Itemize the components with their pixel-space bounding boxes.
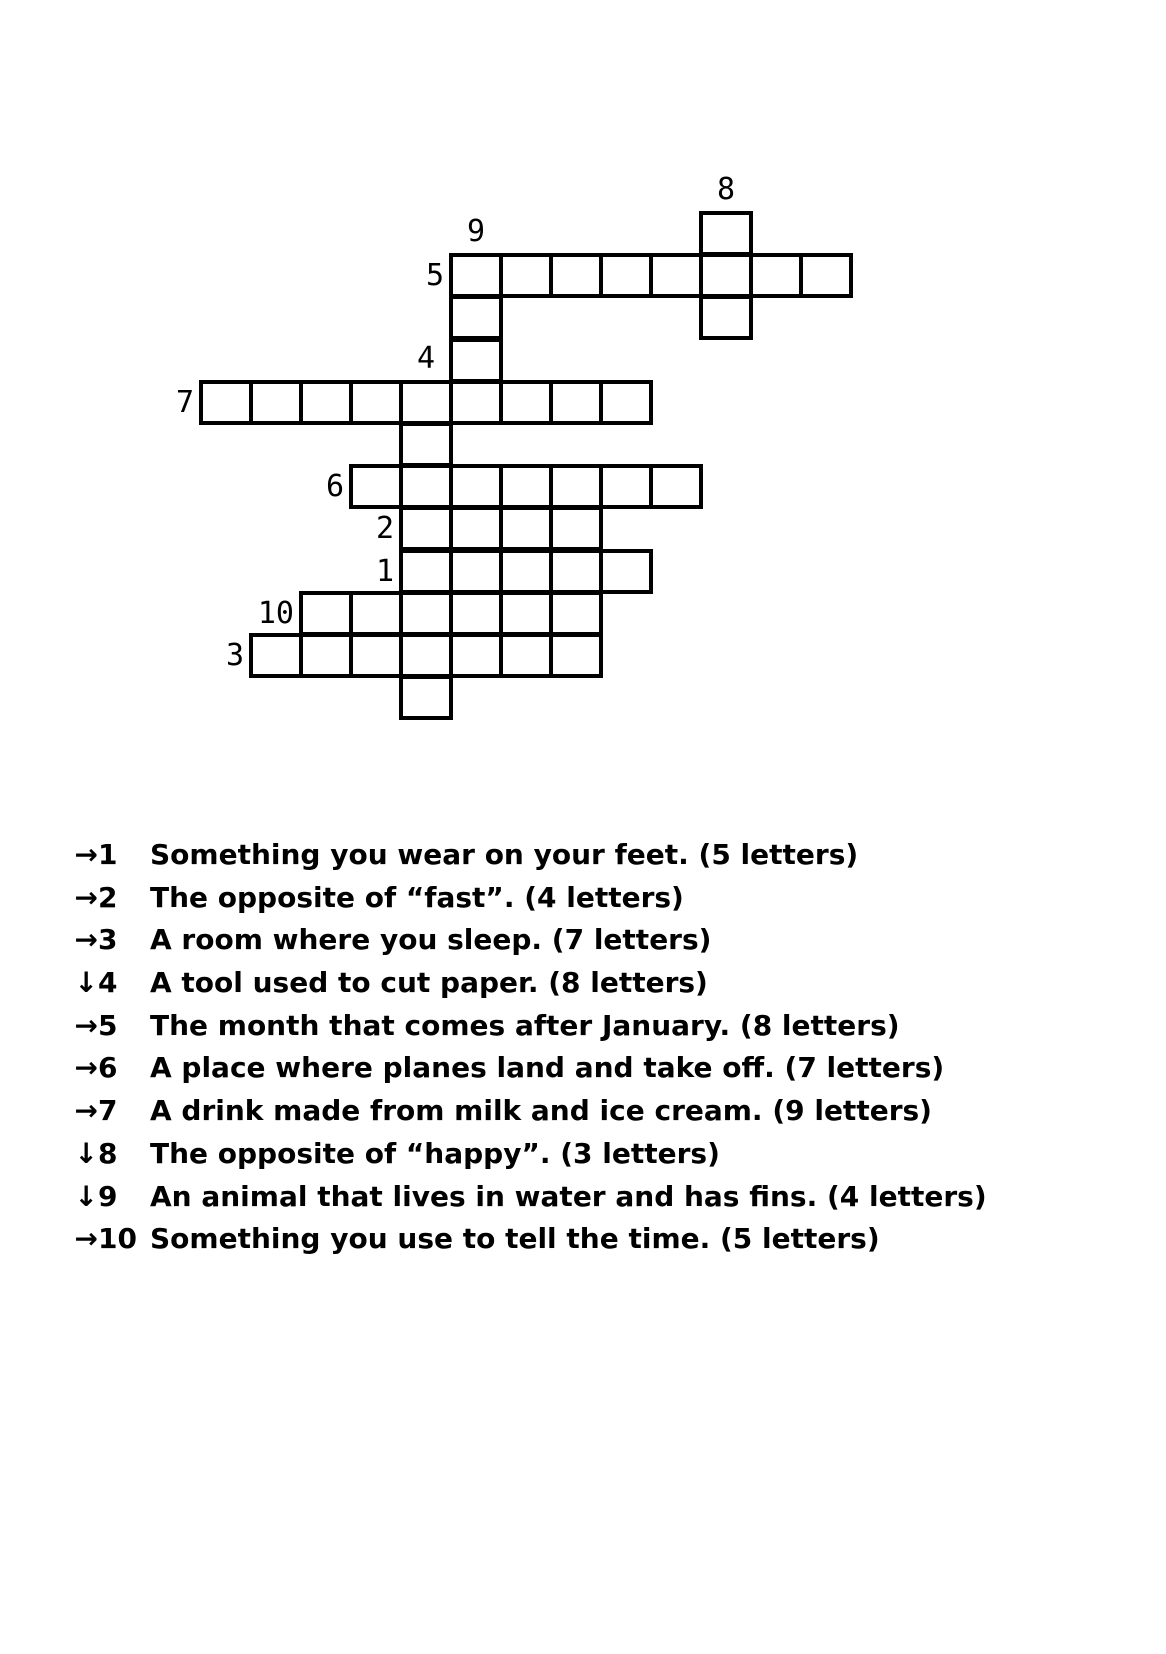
grid-cell[interactable]: [449, 380, 503, 425]
right-arrow-icon: →: [74, 1051, 98, 1085]
down-arrow-icon: ↓: [74, 1179, 98, 1213]
clue-number: 4: [98, 966, 118, 1000]
grid-cell[interactable]: [449, 464, 503, 509]
grid-number: 7: [175, 384, 194, 420]
grid-cell[interactable]: [349, 464, 403, 509]
grid-number: 2: [375, 511, 394, 547]
clue-item: [70, 838, 1070, 881]
grid-cell[interactable]: [299, 591, 353, 636]
grid-cell[interactable]: [449, 506, 503, 551]
right-arrow-icon: →: [74, 838, 98, 871]
down-arrow-icon: ↓: [74, 966, 98, 1000]
clue-number: 5: [98, 1008, 118, 1042]
grid-cell[interactable]: [449, 549, 503, 594]
grid-cell[interactable]: [799, 253, 853, 298]
clue-item: [70, 1009, 1070, 1052]
clue-number: 10: [98, 1222, 137, 1256]
right-arrow-icon: →: [74, 923, 98, 957]
grid-cell[interactable]: [599, 380, 653, 425]
grid-cell[interactable]: [649, 253, 703, 298]
grid-number: 4: [416, 340, 436, 376]
grid-cell[interactable]: [299, 380, 353, 425]
grid-cell[interactable]: [499, 253, 553, 298]
grid-cell[interactable]: [349, 380, 403, 425]
grid-cell[interactable]: [449, 338, 503, 383]
clue-item: [70, 1094, 1070, 1137]
grid-cell[interactable]: [399, 506, 453, 551]
clue-text: The month that comes after January. (8 letters): [150, 1008, 900, 1042]
grid-cell[interactable]: [499, 506, 553, 551]
grid-cell[interactable]: [349, 591, 403, 636]
clue-text: A drink made from milk and ice cream. (9 letters): [150, 1094, 932, 1128]
grid-number: 5: [425, 258, 444, 294]
grid-cell[interactable]: [549, 591, 603, 636]
clue-number: 1: [98, 838, 118, 871]
clue-item: [70, 966, 1070, 1009]
clue-item: [70, 881, 1070, 924]
grid-number: 10: [257, 595, 294, 631]
grid-cell[interactable]: [349, 633, 403, 678]
clue-number: 9: [98, 1179, 118, 1213]
grid-cell[interactable]: [449, 633, 503, 678]
grid-number: 6: [325, 469, 344, 505]
grid-cell[interactable]: [499, 380, 553, 425]
clue-number: 3: [98, 923, 118, 957]
grid-cell[interactable]: [399, 380, 453, 425]
grid-number: 8: [716, 172, 736, 207]
right-arrow-icon: →: [74, 1094, 98, 1128]
grid-cell[interactable]: [699, 211, 753, 256]
clue-number: 2: [98, 880, 118, 914]
clue-text: The opposite of “happy”. (3 letters): [150, 1136, 720, 1170]
clue-item: [70, 1137, 1070, 1180]
clue-item: [70, 1222, 1070, 1265]
grid-cell[interactable]: [449, 591, 503, 636]
grid-cell[interactable]: [549, 549, 603, 594]
grid-cell[interactable]: [449, 295, 503, 340]
clue-item: [70, 1051, 1070, 1094]
clue-text: An animal that lives in water and has fins. (4 letters): [150, 1179, 987, 1213]
grid-cell[interactable]: [549, 253, 603, 298]
crossword-grid: [0, 0, 1166, 800]
grid-number: 1: [375, 553, 394, 589]
grid-cell[interactable]: [649, 464, 703, 509]
grid-cell[interactable]: [699, 253, 753, 298]
clue-text: A room where you sleep. (7 letters): [150, 923, 712, 957]
grid-cell[interactable]: [199, 380, 253, 425]
clue-item: [70, 923, 1070, 966]
clue-item: [70, 1180, 1070, 1223]
right-arrow-icon: →: [74, 1222, 98, 1256]
grid-cell[interactable]: [399, 633, 453, 678]
grid-cell[interactable]: [749, 253, 803, 298]
grid-cell[interactable]: [499, 464, 553, 509]
right-arrow-icon: →: [74, 1008, 98, 1042]
grid-cell[interactable]: [449, 253, 503, 298]
grid-cell[interactable]: [399, 422, 453, 467]
grid-number: 3: [225, 638, 244, 673]
grid-cell[interactable]: [249, 633, 303, 678]
grid-number: 9: [466, 214, 486, 250]
clue-number: 8: [98, 1136, 118, 1170]
clue-number: 7: [98, 1094, 118, 1128]
clue-text: A place where planes land and take off. (7 letters): [150, 1051, 945, 1085]
grid-cell[interactable]: [549, 380, 603, 425]
grid-cell[interactable]: [599, 549, 653, 594]
grid-cell[interactable]: [599, 464, 653, 509]
down-arrow-icon: ↓: [74, 1136, 98, 1170]
grid-cell[interactable]: [549, 506, 603, 551]
grid-cell[interactable]: [499, 591, 553, 636]
clue-text: The opposite of “fast”. (4 letters): [150, 880, 684, 914]
clue-text: Something you use to tell the time. (5 letters): [150, 1222, 880, 1256]
grid-cell[interactable]: [399, 549, 453, 594]
right-arrow-icon: →: [74, 880, 98, 914]
grid-cell[interactable]: [299, 633, 353, 678]
clue-text: Something you wear on your feet. (5 letters): [150, 838, 859, 871]
grid-cell[interactable]: [499, 633, 553, 678]
grid-cell[interactable]: [499, 549, 553, 594]
grid-cell[interactable]: [399, 675, 453, 720]
grid-cell[interactable]: [599, 253, 653, 298]
grid-cell[interactable]: [549, 464, 603, 509]
clue-text: A tool used to cut paper. (8 letters): [150, 966, 708, 1000]
grid-cell[interactable]: [249, 380, 303, 425]
clue-list: [70, 838, 1070, 1265]
clue-number: 6: [98, 1051, 118, 1085]
grid-cell[interactable]: [399, 464, 453, 509]
grid-cell[interactable]: [399, 591, 453, 636]
grid-cell[interactable]: [549, 633, 603, 678]
grid-cell[interactable]: [699, 295, 753, 340]
